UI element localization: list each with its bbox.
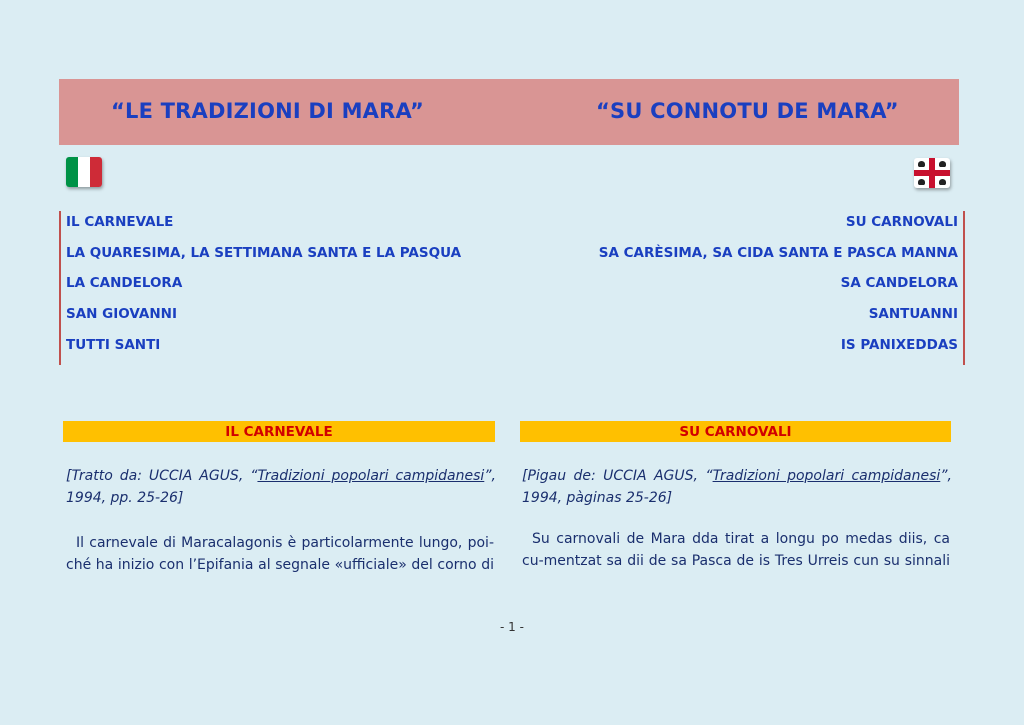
citation-prefix: [Tratto da: UCCIA AGUS, “ [66, 468, 258, 484]
page-number: - 1 - [500, 620, 524, 634]
citation-suffix: ”, 1994, pp. 25-26] [66, 468, 496, 506]
citation-sardinian [522, 465, 952, 509]
sardinian-flag-icon [914, 158, 950, 188]
toc-link-carnovali[interactable]: SU CARNOVALI [845, 214, 958, 230]
section-header-italian: IL CARNEVALE [63, 421, 495, 442]
toc-link-panixeddas[interactable]: IS PANIXEDDAS [840, 337, 958, 353]
citation-book-title: Tradizioni popolari campidanesi [257, 468, 485, 484]
citation-book-title: Tradizioni popolari campidanesi [712, 468, 941, 484]
title-italian: “LE TRADIZIONI DI MARA” [111, 99, 425, 123]
toc-link-sa-candelora[interactable]: SA CANDELORA [840, 275, 958, 291]
citation-suffix: ”, 1994, pàginas 25-26] [522, 468, 952, 506]
body-paragraph-sardinian: Su carnovali de Mara dda tirat a longu po medas diis, ca cu-mentzat sa dii de sa Pasca de is Tres Urreis cun su sinnali [522, 531, 950, 569]
toc-link-tutti-santi[interactable]: TUTTI SANTI [66, 337, 161, 353]
body-paragraph-italian: Il carnevale di Maracalagonis è particolarmente lungo, poi-ché ha inizio con l’Epifania al segnale «ufficiale» del corno di [66, 535, 494, 573]
citation-prefix: [Pigau de: UCCIA AGUS, “ [522, 468, 713, 484]
toc-left-border [59, 211, 61, 365]
toc-link-caresima[interactable]: SA CARÈSIMA, SA CIDA SANTA E PASCA MANNA [598, 245, 958, 261]
toc-link-san-giovanni[interactable]: SAN GIOVANNI [66, 306, 177, 322]
citation-italian [66, 465, 496, 509]
toc-link-carnevale[interactable]: IL CARNEVALE [66, 214, 174, 230]
toc-link-quaresima[interactable]: LA QUARESIMA, LA SETTIMANA SANTA E LA PASQUA [66, 245, 462, 261]
toc-link-candelora[interactable]: LA CANDELORA [66, 275, 183, 291]
toc-right-border [963, 211, 965, 365]
toc-link-santuanni[interactable]: SANTUANNI [868, 306, 958, 322]
italian-flag-icon [66, 157, 102, 187]
section-header-sardinian: SU CARNOVALI [520, 421, 951, 442]
title-sardinian: “SU CONNOTU DE MARA” [596, 99, 899, 123]
